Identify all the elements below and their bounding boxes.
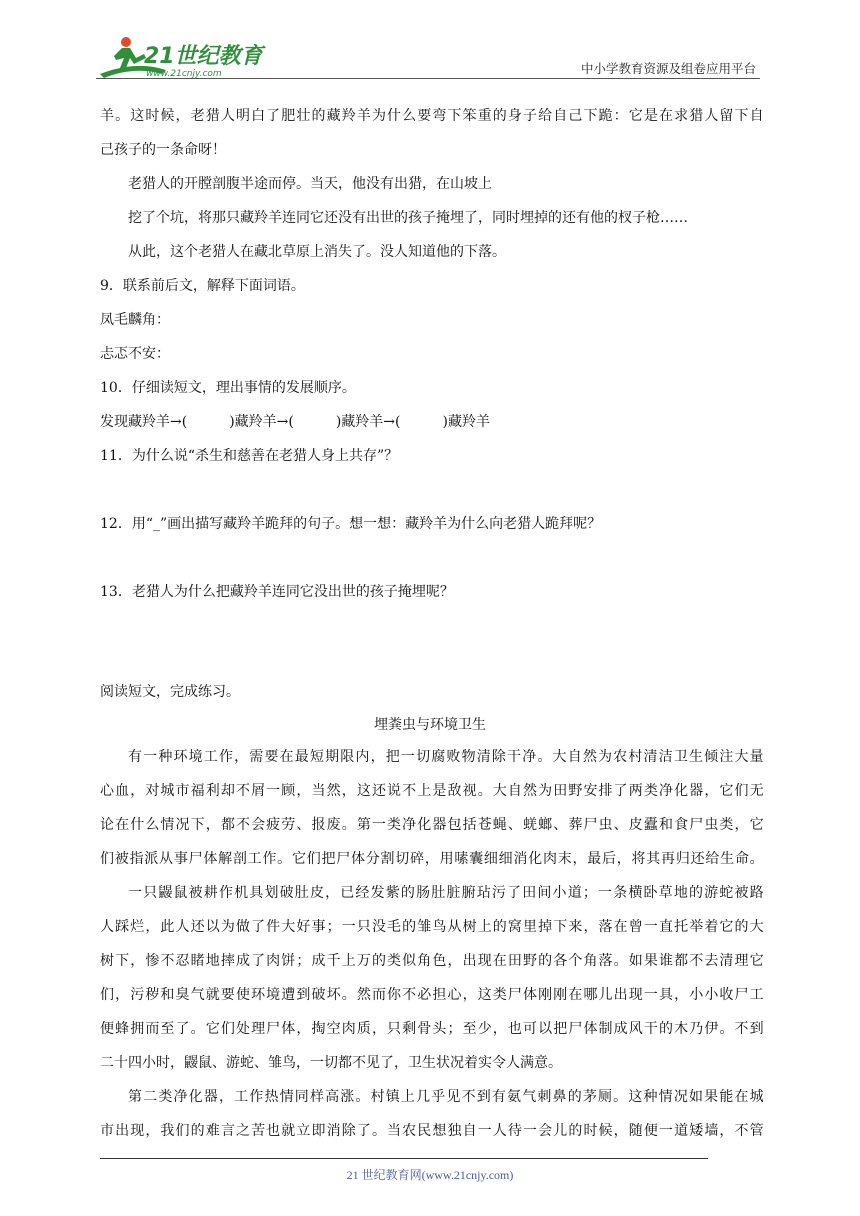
site-logo <box>96 30 266 82</box>
logo-subtext: www.21cnjy.com <box>146 69 222 79</box>
passage-line: 一只鼹鼠被耕作机具划破肚皮，已经发紫的肠肚脏腑玷污了田间小道；一条横卧草地的游蛇被路 <box>128 885 764 901</box>
question-12: 12．用“_”画出描写藏羚羊跪拜的句子。想一想：藏羚羊为什么向老猎人跪拜呢？ <box>100 516 602 532</box>
question-9-term-b: 忐忑不安： <box>100 346 170 362</box>
passage-line: 们被指派从事尸体解剖工作。它们把尸体分割切碎，用嗉囊细细消化肉末，最后，将其再归还给生命。 <box>100 851 764 867</box>
question-9: 9．联系前后文，解释下面词语。 <box>100 278 305 294</box>
story-line-1: 羊。这时候，老猎人明白了肥壮的藏羚羊为什么要弯下笨重的身子给自己下跪：它是在求猎人留下自 <box>100 108 764 124</box>
question-13: 13．老猎人为什么把藏羚羊连同它没出世的孩子掩埋呢？ <box>100 584 454 600</box>
logo-graphic <box>96 30 266 82</box>
question-11: 11．为什么说“杀生和慈善在老猎人身上共存”？ <box>100 448 399 464</box>
story-line-2: 己孩子的一条命呀！ <box>100 142 226 158</box>
passage-line: 有一种环境工作，需要在最短期限内，把一切腐败物清除干净。大自然为农村清洁卫生倾注大量 <box>128 749 764 765</box>
question-9-term-a: 凤毛麟角： <box>100 312 170 328</box>
passage-title: 埋粪虫与环境卫生 <box>374 717 486 733</box>
question-10: 10．仔细读短文，理出事情的发展顺序。 <box>100 380 356 396</box>
question-10-sequence: 发现藏羚羊→( )藏羚羊→( )藏羚羊→( )藏羚羊 <box>100 414 490 430</box>
passage-line: 二十四小时，鼹鼠、游蛇、雏鸟，一切都不见了，卫生状况着实令人满意。 <box>100 1055 562 1071</box>
header-divider <box>96 78 760 79</box>
passage-line: 们，污秽和臭气就要使环境遭到破坏。然而你不必担心，这类尸体刚刚在哪儿出现一具，小小收尸工 <box>100 987 764 1003</box>
passage-line: 心血，对城市福利却不屑一顾，当然，这还说不上是敌视。大自然为田野安排了两类净化器，它们无 <box>100 783 764 799</box>
story-line-3: 老猎人的开膛剖腹半途而停。当天，他没有出猎，在山坡上 <box>128 176 492 192</box>
passage-line: 树下，惨不忍睹地摔成了肉饼；成千上万的类似角色，出现在田野的各个角落。如果谁都不去清理它 <box>100 953 764 969</box>
passage-line: 论在什么情况下，都不会疲劳、报废。第一类净化器包括苍蝇、蜣螂、葬尸虫、皮蠹和食尸虫类，它 <box>100 817 764 833</box>
section-intro: 阅读短文，完成练习。 <box>100 684 240 700</box>
story-line-4: 挖了个坑，将那只藏羚羊连同它还没有出世的孩子掩埋了，同时埋掉的还有他的杈子枪…… <box>128 210 688 226</box>
story-line-5: 从此，这个老猎人在藏北草原上消失了。没人知道他的下落。 <box>128 244 506 260</box>
passage-line: 市出现，我们的难言之苦也就立即消除了。当农民想独自一人待一会儿的时候，随便一道矮墙，不管 <box>100 1123 764 1139</box>
header-tagline: 中小学教育资源及组卷应用平台 <box>580 61 756 76</box>
passage-line: 人踩烂，此人还以为做了件大好事；一只没毛的雏鸟从树上的窝里掉下来，落在曾一直托举着它的大 <box>100 919 764 935</box>
passage-line: 第二类净化器，工作热情同样高涨。村镇上几乎见不到有氨气刺鼻的茅厕。这种情况如果能在城 <box>128 1089 764 1105</box>
logo-text: 21世纪教育 <box>144 44 263 69</box>
passage-line: 便蜂拥而至了。它们处理尸体，掏空肉质，只剩骨头；至少，也可以把尸体制成风干的木乃伊。不到 <box>100 1021 764 1037</box>
footer-text: 21 世纪教育网(www.21cnjy.com) <box>346 1168 514 1182</box>
footer-divider <box>100 1158 708 1159</box>
